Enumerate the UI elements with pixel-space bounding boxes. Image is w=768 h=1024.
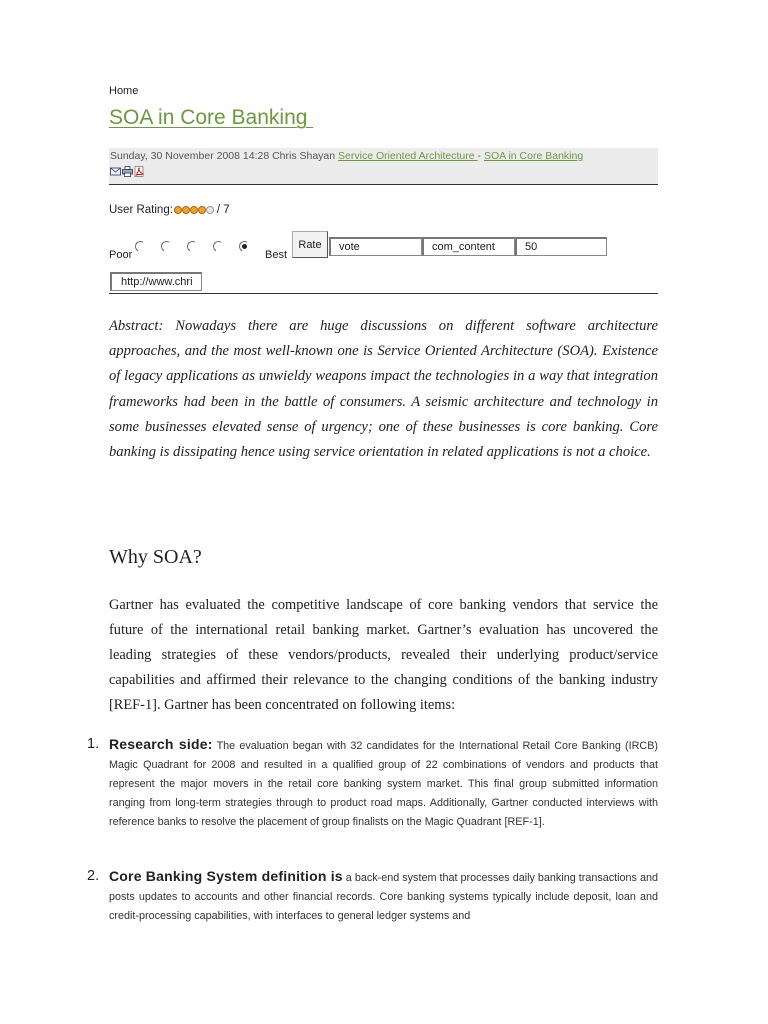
rating-best-label: Best: [265, 249, 288, 261]
list-item: [109, 735, 658, 832]
rate-button[interactable]: Rate: [292, 231, 328, 258]
rating-star-4: [198, 206, 206, 214]
rating-option-5[interactable]: [238, 240, 251, 253]
section-heading: Why SOA?: [109, 546, 202, 568]
print-icon[interactable]: [122, 166, 133, 177]
page-title[interactable]: SOA in Core Banking: [109, 106, 314, 129]
rating-option-2[interactable]: [160, 240, 173, 253]
email-icon[interactable]: [110, 166, 121, 177]
rating-option-3[interactable]: [186, 240, 199, 253]
pdf-icon[interactable]: [134, 166, 145, 177]
section-intro: Gartner has evaluated the competitive landscape of core banking vendors that service the future of the international retail banking market. Gartner’s evaluation has uncovered the leading strategies of these vendors/products, revealed their underlying product/service capabilities and affirmed their relevance to the changing conditions of the banking industry [REF-1]. Gartner has been concentrated on following items:: [109, 597, 658, 713]
rating-star-2: [182, 206, 190, 214]
list-item-lead: Core Banking System definition is: [109, 868, 343, 884]
rating-option-1[interactable]: [134, 240, 147, 253]
rating-poor-label: Poor: [109, 249, 133, 261]
vote-field[interactable]: [329, 237, 422, 256]
article-icons: [110, 166, 145, 177]
article-date-author: Sunday, 30 November 2008 14:28 Chris Shayan: [110, 150, 339, 162]
divider: [109, 293, 658, 294]
rating-stars: [174, 206, 214, 214]
list-item: [109, 867, 658, 926]
breadcrumb-home[interactable]: Home: [109, 85, 139, 97]
rating-star-5: [206, 206, 214, 214]
url-field[interactable]: [110, 272, 202, 291]
article-abstract: Abstract: Nowadays there are huge discussions on different software architecture approaches, and the most well-known one is Service Oriented Architecture (SOA). Existence of legacy applications as unwieldy weapons impact the technologies in a way that integration frameworks had been in the battle of consumers. A seismic architecture and technology in some businesses elevated sense of urgency; one of these businesses is core banking. Core banking is dissipating hence using service orientation in related applications is not a choice.: [109, 318, 658, 461]
rating-label: User Rating:: [109, 204, 173, 216]
section-link[interactable]: Service Oriented Architecture: [338, 150, 478, 162]
id-field[interactable]: [515, 237, 607, 256]
article-meta: [110, 150, 583, 162]
rating-option-4[interactable]: [212, 240, 225, 253]
list-item-lead: Research side:: [109, 736, 213, 752]
list-item-text: The evaluation began with 32 candidates for the International Retail Core Banking (IRCB) Magic Quadrant for 2008 and resulted in a qualified group of 22 combinations of vendors and products that represent the major movers in the retail core banking system market. This final group submitted information ranging from long-term strategies through to product road maps. Additionally, Gartner conducted interviews with reference banks to resolve the placement of group finalists on the Magic Quadrant [REF-1].: [109, 740, 658, 828]
rating-suffix: / 7: [216, 204, 230, 216]
user-rating: [109, 204, 230, 216]
link-separator: -: [477, 150, 484, 162]
list-item-text: a back-end system that processes daily banking transactions and posts updates to accounts and other financial records. Core banking systems typically include deposit, loan and credit-processing capabilities, with interfaces to general ledger systems and: [109, 872, 658, 922]
list-item-number: 2.: [87, 868, 100, 884]
category-link[interactable]: SOA in Core Banking: [483, 150, 584, 162]
component-field[interactable]: [422, 237, 515, 256]
list-item-number: 1.: [87, 736, 100, 752]
rating-star-1: [174, 206, 182, 214]
rating-star-3: [190, 206, 198, 214]
